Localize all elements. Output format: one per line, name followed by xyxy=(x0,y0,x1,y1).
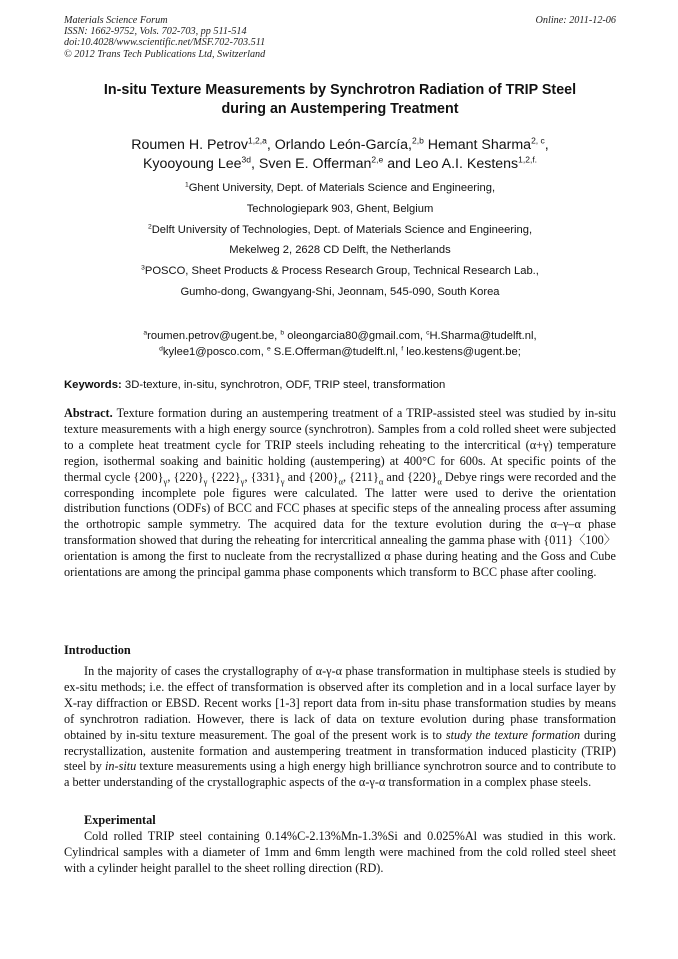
emails-line-1 xyxy=(64,328,616,344)
affiliation-line xyxy=(64,261,616,282)
email-marker: e xyxy=(266,345,271,353)
email-link[interactable]: oleongarcia80@gmail.com, xyxy=(287,330,423,342)
copyright: © 2012 Trans Tech Publications Ltd, Switzerland xyxy=(64,48,266,60)
author-name: Sven E. Offerman xyxy=(258,156,372,172)
author-sup: 1,2,f. xyxy=(518,154,538,165)
doi: doi:10.4028/www.scientific.net/MSF.702-703.511 xyxy=(64,37,266,49)
abstract-label: Abstract. xyxy=(64,406,113,420)
abstract xyxy=(64,406,616,581)
affiliation-text: Ghent University, Dept. of Materials Science and Engineering, xyxy=(188,182,496,194)
affiliation-number: 2 xyxy=(147,222,152,230)
author-list xyxy=(64,136,616,174)
affiliation-line: Gumho-dong, Gwangyang-Shi, Jeonnam, 545-090, South Korea xyxy=(180,285,500,298)
abstract-text: and {200} xyxy=(284,469,339,484)
email-link[interactable]: leo.kestens@ugent.be; xyxy=(406,346,521,358)
introduction-heading: Introduction xyxy=(64,643,131,657)
abstract-text: Debye rings were recorded and the corresponding incomplete pole figures were calculated. The latter were used to derive the orientation distribution functions (ODFs) of BCC and FCC phases at specific steps of the annealing process after assuming the orthotropic sample symmetry. The acquired data for the texture evolution during the α–γ–α phase transformation showed that during the reheating for intercritical annealing the gamma phase with {011}〈100〉 orientation is among the first to nucleate from the recrystallized α phase during heating and the Goss and Cube orientations are among the principal gamma phase components which transform to BCC phase after cooling. xyxy=(64,469,617,580)
subscript: α xyxy=(378,476,384,487)
affiliation-number: 1 xyxy=(184,181,189,189)
email-marker: b xyxy=(280,329,285,337)
subscript: γ xyxy=(163,476,168,487)
journal-name: Materials Science Forum xyxy=(64,15,168,26)
email-link[interactable]: roumen.petrov@ugent.be, xyxy=(147,330,278,342)
body-text: during recrystallization, austenite formation and austempering treatment in transformation induced plasticity (TRIP) steel by xyxy=(64,727,616,774)
author-sup: 3d xyxy=(241,154,252,165)
abstract-text: , xyxy=(343,469,347,484)
email-link[interactable]: S.E.Offerman@tudelft.nl, xyxy=(273,346,399,358)
abstract-text: {222} xyxy=(207,469,241,484)
keywords xyxy=(64,378,616,392)
email-link[interactable]: kylee1@posco.com, xyxy=(162,346,264,358)
email-marker: a xyxy=(143,329,148,337)
paper-title xyxy=(64,81,616,118)
subscript: γ xyxy=(240,476,245,487)
keywords-text: 3D-texture, in-situ, synchrotron, ODF, TRIP steel, transformation xyxy=(124,379,446,391)
subscript: α xyxy=(338,476,343,487)
abstract-text: {211} xyxy=(349,469,379,484)
author-name: and Leo A.I. Kestens xyxy=(387,156,519,172)
affiliation-line xyxy=(64,220,616,241)
email-marker: f xyxy=(401,345,404,353)
title-line-1: In-situ Texture Measurements by Synchrotron Radiation of TRIP Steel xyxy=(103,82,577,98)
authors-line-1: Roumen H. Petrov$^{1,2,a}$, Orlando León-García,$^{2,b}$ Hemant Sharma$^{2, c}$, xyxy=(131,135,549,153)
affiliation-line xyxy=(64,178,616,199)
author-name: Roumen H. Petrov xyxy=(131,137,248,153)
affiliation-text: POSCO, Sheet Products & Process Research Group, Technical Research Lab., xyxy=(144,265,539,278)
keywords-label: Keywords: xyxy=(64,379,122,391)
affiliation-line: Mekelweg 2, 2628 CD Delft, the Netherlands xyxy=(229,244,451,257)
subscript: α xyxy=(437,476,442,487)
abstract-text: and {220} xyxy=(383,469,438,484)
abstract-text: Texture formation during an austempering treatment of a TRIP-assisted steel was studied by in-situ texture measurements with a high energy source (synchrotron). Samples from a cold rolled sheet were subjected to a complete heat treatment cycle for TRIP steels including reheating to the intercritical (α+γ) temperature region, isothermal soaking and bainitic holding (austempering) at 400°C for 600s. At specific points of the thermal cycle {200} xyxy=(64,406,617,484)
affiliation-number: 3 xyxy=(141,264,145,272)
experimental-paragraph: Cold rolled TRIP steel containing 0.14%C-2.13%Mn-1.3%Si and 0.025%Al was studied in this work. Cylindrical samples with a diameter of 1mm and 6mm length were machined from the cold rolled steel sheet with a cylinder height parallel to the sheet rolling direction (RD). xyxy=(64,829,616,875)
body-text: texture measurements using a high energy high brilliance synchrotron source and to contribute to a better understanding of the crystallographic aspects of the α-γ-α transformation in a complex phase steels. xyxy=(64,759,616,790)
emails-line-2 xyxy=(64,344,616,360)
abstract-text: , {220} xyxy=(167,469,204,484)
subscript: γ xyxy=(203,476,208,487)
author-name: Hemant Sharma xyxy=(427,137,532,153)
introduction-paragraph xyxy=(64,664,616,791)
author-sup: 2,b xyxy=(412,135,424,146)
author-sup: 1,2,a xyxy=(247,135,267,146)
body-text: In the majority of cases the crystallography of α-γ-α phase transformation in multiphase steels is studied by ex-situ methods; i.e. the effect of transformation is observed after its completion and in a local surface layer by X-ray diffraction or EBSD. Recent works [1-3] report data from in-situ phase transformation studies by means of synchrotron radiation. However, there is lack of data on texture evolution during phase transformation obtained by in-situ texture measurement. The goal of the present work is to xyxy=(64,664,616,742)
email-marker: c xyxy=(426,329,430,337)
emphasis-text: in-situ xyxy=(104,759,137,774)
authors-line-2: Kyooyoung Lee$^{3d}$, Sven E. Offerman$^{2,e}$ and Leo A.I. Kestens$^{1,2,f.}$ xyxy=(142,154,538,172)
subscript: γ xyxy=(280,476,285,487)
author-name: Orlando León-García, xyxy=(274,137,412,153)
emphasis-text: study the texture formation xyxy=(445,727,581,742)
email-link[interactable]: H.Sharma@tudelft.nl, xyxy=(429,330,537,342)
affiliations xyxy=(64,178,616,303)
email-marker: d xyxy=(159,345,163,353)
abstract-text: , {331} xyxy=(244,469,281,484)
email-list xyxy=(64,328,616,360)
affiliation-line: Technologiepark 903, Ghent, Belgium xyxy=(246,202,434,215)
title-line-2: during an Austempering Treatment xyxy=(221,100,459,117)
author-name: Kyooyoung Lee xyxy=(142,156,242,172)
issn: ISSN: 1662-9752, Vols. 702-703, pp 511-514 xyxy=(64,26,247,38)
journal-header xyxy=(64,15,616,60)
author-sup: 2, c xyxy=(531,135,545,146)
online-date: Online: 2011-12-06 xyxy=(535,15,616,26)
author-sup: 2,e xyxy=(371,154,384,165)
experimental-heading: Experimental xyxy=(84,813,156,827)
affiliation-text: Delft University of Technologies, Dept. of Materials Science and Engineering, xyxy=(151,223,533,236)
